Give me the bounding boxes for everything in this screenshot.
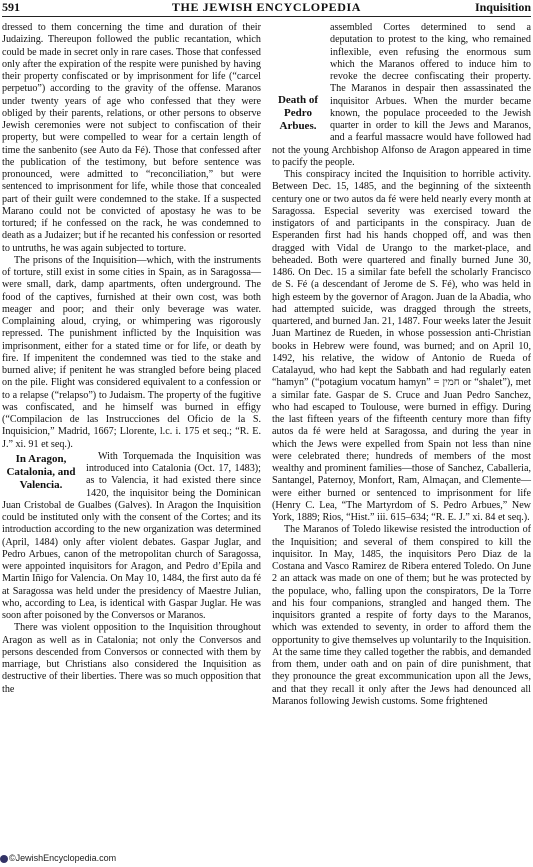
section-title: Inquisition [474,0,531,14]
paragraph: The prisons of the Inquisition—which, with the instruments of torture, still exist in some cities in Spain, as in Saragossa—were small, dark, damp apartments, often underground. The food of the captives, furnished at their own cost, was both meager and poor; and their only beverage was water. Complaining aloud, crying, or whimpering was rigorously repressed. The punishment inflicted by the Inquisition was imprisonment, either for a stated time or for life, or death by fire. If impenitent the condemned was tied to the stake and burned alive; if penitent he was strangled before being placed on the pile. Flight was considered equivalent to a confession or to a relapse (“relapso”) to Judaism. The property of the fugitive was confiscated, and he himself was burned in effigy (“Compilacion de las Instrucciones del Oficio de la S. Inquisicion,” Madrid, 1667; Llorente, l.c. i. 175 et seq.; “R. E. J.” xi. 91 et seq.). [2,254,261,450]
paragraph: There was violent opposition to the Inquisition throughout Aragon as well as in Catalonia; not only the Conversos and persons descended from Conversos or connected with them by marriage, but Christians also considered the Inquisition as destructive of their liberties. There was so much opposition that the [2,622,261,695]
paragraph: dressed to them concerning the time and duration of their Judaizing. Thereupon followed the public recantation, which could be made in secret only in rare cases. Those that confessed only after the expiration of the respite were punished by having their property confiscated or by imprisonment for life (“carcel perpetuo”) according to the gravity of the offense. Maranos under twenty years of age who confessed that they were obliged by their parents, relations, or other persons to observe Jewish ceremonies were not subject to confiscation of their property, but were compelled to wear for a certain length of time the sanbenito (see Auto da Fé). Those that confessed after the publication of the testimony, but before sentence was pronounced, were admitted to “reconciliation,” but were sentenced to imprisonment for life, while those that concealed part of their guilt were condemned to the stake. If a suspected Marano could not be convicted of apostasy he was to be tortured; if he confessed on the rack, he was condemned to death as a Judaizer; but if he recanted his confession or resorted to untruths, he was again subjected to torture. [2,22,261,254]
page-number: 591 [2,0,20,14]
paragraph: With Torquemada the Inquisition was introduced into Catalonia (Oct. 17, 1483); as to Valencia, it had existed there since 1420, the inquisitor being the Dominican Juan Cristobal de Gualbes (Galves). In Aragon the Inquisition could be instituted only with the consent of the Cortes; and its introduction according to the new organization was determined (April, 1484) only after violent debates. Gaspar Juglar, and Pedro Arbues, canon of the metropolitan church of Saragossa, were appointed inquisitors for Aragon, and Pedro d’Epila and Martin Iñigo for Valencia. On May 10, 1484, the first auto da fé at Saragossa was held under the presidency of Maestre Julian, who, according to Lea, is identical with Gaspar Juglar. He was soon after poisoned by the Conversos or Maranos. [2,450,261,621]
running-title: THE JEWISH ENCYCLOPEDIA [171,0,362,14]
paragraph: assembled Cortes determined to send a deputation to protest to the king, who remained inflexible, even refusing the enormous sum which the Maranos offered to induce him to revoke the decree confiscating their property. The Maranos in despair then assassinated the inquisitor Arbues. When the murder became known, the populace proceeded to the Jewish quarter in order to kill the Jews and Maranos, and a fearful massacre would have followed had not the young Archbishop Alfonso de Aragon appeared in time to pacify the people. [272,22,531,168]
sidenote-aragon: In Aragon, Catalonia, and Valencia. [6,452,76,491]
sidenote-arbues: Death of Pedro Arbues. [277,94,319,132]
site-credit[interactable] [0,853,116,863]
left-column [2,22,261,696]
paragraph: This conspiracy incited the Inquisition to horrible activity. Between Dec. 15, 1485, and the beginning of the sixteenth century one or two autos da fé were held nearly every month at Saragossa. Especial severity was exercised toward the instigators of and participants in the conspiracy. Juan de Esperanden first had his hands chopped off, and was then dragged with Vidal de Urango to the market-place, and beheaded. Both were quartered and finally burned June 30, 1486. On Dec. 15 a similar fate befell the scholarly Francisco de S. Fé (a descendant of Jerome de S. Fé), who was held in high esteem by the governor of Aragon. Juan de la Abadia, who had attempted suicide, was dragged through the streets, quartered, and burned Jan. 21, 1487. Four weeks later the Jesuit Juan Martinez de Rueden, in whose possession anti-Christian books in Hebrew were found, was burned; and on April 10, 1492, his relative, the widow of Antonio de Rueda of Catalayud, who had kept the Sabbath and had regularly eaten “hamyn” (“potagium vocatum hamyn” = חמין or “shalet”), met a similar fate. Gaspar de S. Cruce and Juan Pedro Sanchez, who had escaped to Toulouse, were burned in effigy. During the last fifteen years of the fifteenth century more than fifty autos da fé were held at Saragossa, and during the year in which the Jews were expelled from Spain not less than nine were celebrated there; hundreds of members of the most wealthy and prominent families—those of Sanchez, Caballeria, Santangel, Paternoy, Monfort, Ram, Almaçan, and Clemente—were either burned or sentenced to imprisonment for life (Henry C. Lea, “The Martyrdom of S. Pedro Arbues,” New York, 1889; Rios, “Hist.” iii. 615–634; “R. E. J.” xi. 84 et seq.). [272,169,531,523]
right-column [272,22,531,708]
globe-icon [0,855,8,863]
paragraph: The Maranos of Toledo likewise resisted the introduction of the Inquisition; and several of them conspired to kill the inquisitor. In May, 1485, the inquisitors Pero Diaz de la Costana and Vasco Ramirez de Ribera entered Toledo. On June 2 an attack was made on one of them; but he was protected by the populace, who, falling upon the conspirators, De la Torre and his four companions, strangled and hanged them. The inquisitors granted a respite of forty days to the Maranos, which was extended to seventy, in order to afford them the opportunity to give themselves up voluntarily to the Inquisition. At the same time they called together the rabbis, and demanded from them, under oath and on pain of dire punishment, that they pronounce the great excommunication upon all the Jews, and that they recall it only after the Jews had denounced all Maranos following Jewish customs. Some frightened [272,524,532,707]
page-header [2,0,531,17]
credit-text: ©JewishEncyclopedia.com [9,853,117,863]
